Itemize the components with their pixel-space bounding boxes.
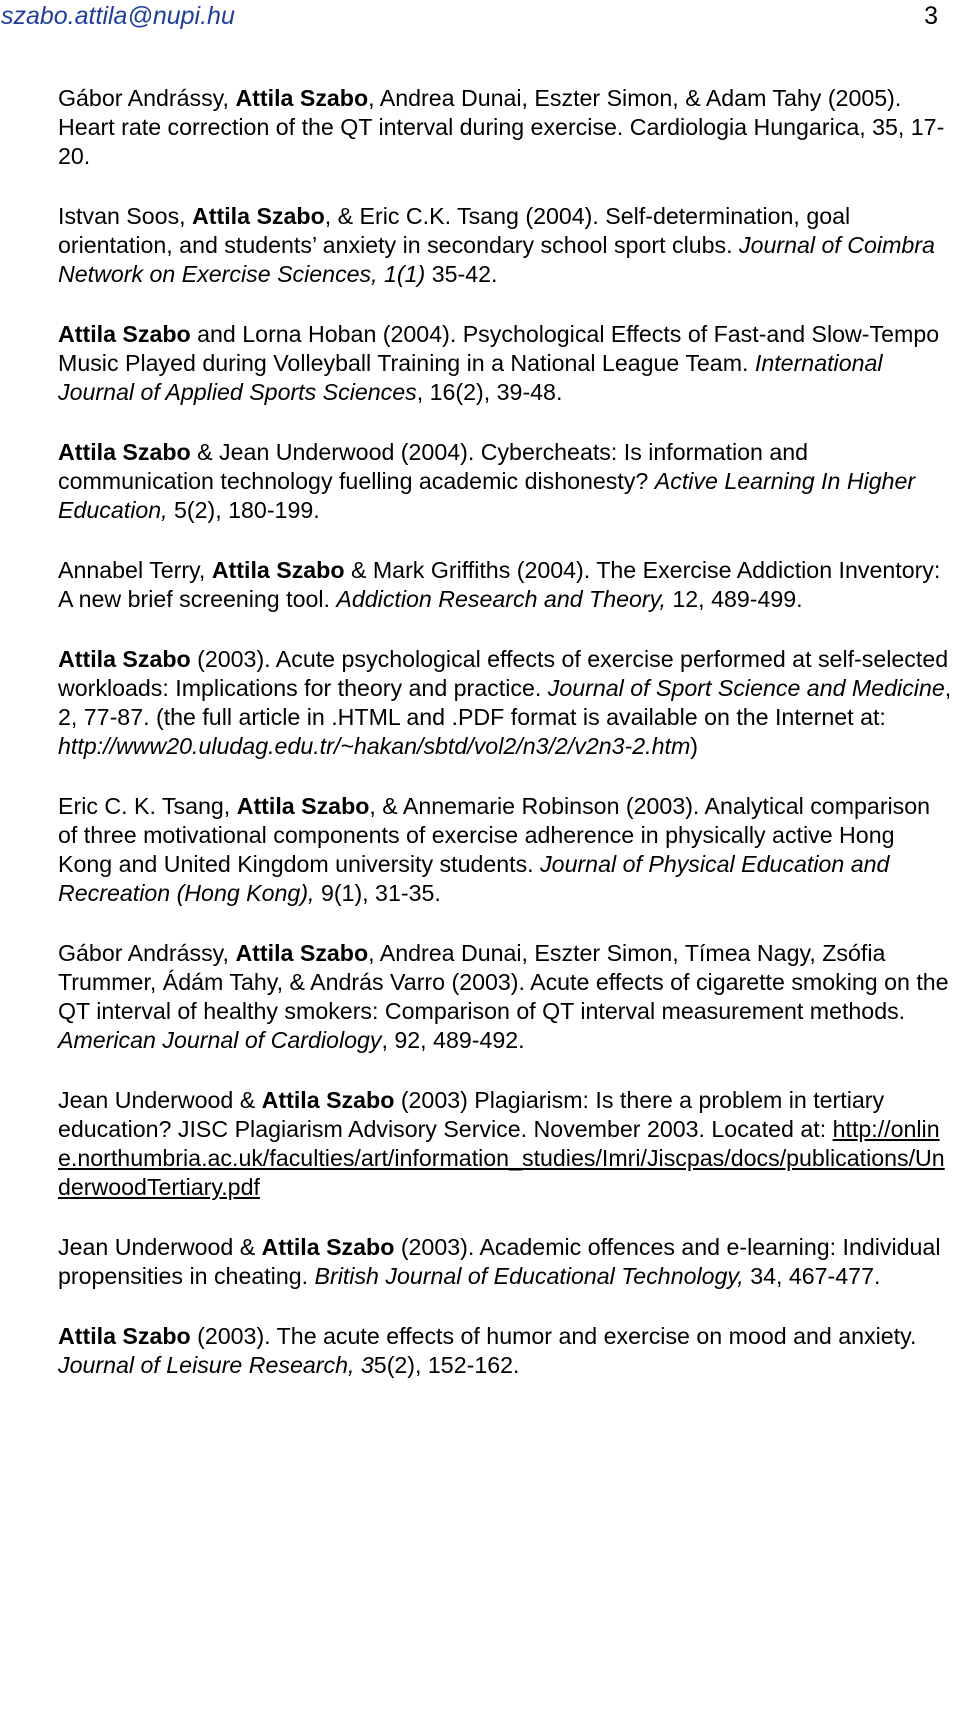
- author-highlight: Attila Szabo: [58, 439, 191, 465]
- reference-text: 5(2), 152-162.: [373, 1352, 520, 1378]
- reference-text: , Andrea Dunai, Eszter Simon, Tímea Nagy, Zsófia Trummer, Ádám Tahy, & András Varro (2003). Acute effects of cigarette smoking on the QT interval of healthy smokers: Comparison of QT interval measurement methods.: [58, 940, 949, 1024]
- reference-text: ): [690, 733, 698, 759]
- reference-entry: [58, 320, 953, 407]
- author-highlight: Attila Szabo: [58, 1323, 191, 1349]
- reference-entry: [58, 939, 953, 1055]
- author-highlight: Attila Szabo: [58, 321, 191, 347]
- journal-title: American Journal of Cardiology: [58, 1027, 382, 1053]
- page-number: 3: [924, 2, 938, 30]
- journal-title: http://www20.uludag.edu.tr/~hakan/sbtd/vol2/n3/2/v2n3-2.htm: [58, 733, 691, 759]
- reference-entry: [58, 1086, 953, 1202]
- reference-text: , Andrea Dunai, Eszter Simon, & Adam Tahy (2005). Heart rate correction of the QT interval during exercise. Cardiologia Hungarica, 35, 17-20.: [58, 85, 945, 169]
- reference-text: , 2, 77-87. (the full article in .HTML and .PDF format is available on the Internet at:: [58, 675, 952, 730]
- reference-entry: [58, 202, 953, 289]
- reference-text: (2003) Plagiarism: Is there a problem in tertiary education? JISC Plagiarism Advisory Service. November 2003. Located at:: [58, 1087, 885, 1142]
- reference-list: [58, 84, 953, 1411]
- reference-text: (2003). Academic offences and e-learning: Individual propensities in cheating.: [58, 1234, 941, 1289]
- reference-text: 5(2), 180-199.: [167, 497, 320, 523]
- journal-title: Addiction Research and Theory,: [336, 586, 666, 612]
- journal-title: Journal of Sport Science and Medicine: [547, 675, 945, 701]
- journal-title: British Journal of Educational Technology,: [314, 1263, 744, 1289]
- reference-text: Jean Underwood &: [58, 1234, 262, 1260]
- page-header: [0, 2, 960, 42]
- author-highlight: Attila Szabo: [236, 793, 370, 819]
- reference-text: Annabel Terry,: [58, 557, 212, 583]
- reference-text: Istvan Soos,: [58, 203, 193, 229]
- author-email[interactable]: szabo.attila@nupi.hu: [1, 2, 235, 30]
- reference-entry: [58, 1233, 953, 1291]
- reference-text: , & Eric C.K. Tsang (2004). Self-determination, goal orientation, and students’ anxiety in secondary school sport clubs.: [58, 203, 851, 258]
- reference-text: Gábor Andrássy,: [58, 85, 236, 111]
- reference-entry: [58, 438, 953, 525]
- author-highlight: Attila Szabo: [235, 85, 369, 111]
- journal-title: Active Learning In Higher Education,: [58, 468, 916, 523]
- reference-text: Eric C. K. Tsang,: [58, 793, 237, 819]
- reference-entry: [58, 84, 953, 171]
- reference-text: Jean Underwood &: [58, 1087, 262, 1113]
- journal-title: International Journal of Applied Sports Sciences: [58, 350, 883, 405]
- reference-text: (2003). The acute effects of humor and exercise on mood and anxiety.: [190, 1323, 917, 1349]
- reference-text: and Lorna Hoban (2004). Psychological Effects of Fast-and Slow-Tempo Music Played during Volleyball Training in a National League Team.: [58, 321, 940, 376]
- author-highlight: Attila Szabo: [261, 1234, 395, 1260]
- journal-title: Journal of Leisure Research, 3: [58, 1352, 374, 1378]
- reference-text: 34, 467-477.: [743, 1263, 881, 1289]
- reference-entry: [58, 792, 953, 908]
- author-highlight: Attila Szabo: [58, 646, 191, 672]
- reference-text: & Mark Griffiths (2004). The Exercise Addiction Inventory: A new brief screening tool.: [58, 557, 941, 612]
- reference-text: & Jean Underwood (2004). Cybercheats: Is information and communication technology fuelling academic dishonesty?: [58, 439, 809, 494]
- journal-title: Journal of Physical Education and Recreation (Hong Kong),: [58, 851, 890, 906]
- reference-entry: [58, 1322, 953, 1380]
- author-highlight: Attila Szabo: [261, 1087, 395, 1113]
- reference-text: , 92, 489-492.: [381, 1027, 525, 1053]
- reference-text: 12, 489-499.: [665, 586, 803, 612]
- reference-entry: [58, 645, 953, 761]
- author-highlight: Attila Szabo: [235, 940, 369, 966]
- author-highlight: Attila Szabo: [192, 203, 325, 229]
- reference-text: 35-42.: [425, 261, 498, 287]
- reference-text: Gábor Andrássy,: [58, 940, 236, 966]
- reference-text: , & Annemarie Robinson (2003). Analytical comparison of three motivational components of exercise adherence in physically active Hong Kong and United Kingdom university students.: [58, 793, 931, 877]
- author-highlight: Attila Szabo: [211, 557, 345, 583]
- reference-text: 9(1), 31-35.: [314, 880, 441, 906]
- reference-entry: [58, 556, 953, 614]
- journal-title: Journal of Coimbra Network on Exercise Sciences, 1(1): [58, 232, 935, 287]
- reference-text: , 16(2), 39-48.: [416, 379, 563, 405]
- reference-text: (2003). Acute psychological effects of exercise performed at self-selected workloads: Implications for theory and practice.: [58, 646, 949, 701]
- reference-link[interactable]: http://online.northumbria.ac.uk/faculties/art/information_studies/Imri/Jiscpas/docs/publications/UnderwoodTertiary.pdf: [58, 1116, 945, 1200]
